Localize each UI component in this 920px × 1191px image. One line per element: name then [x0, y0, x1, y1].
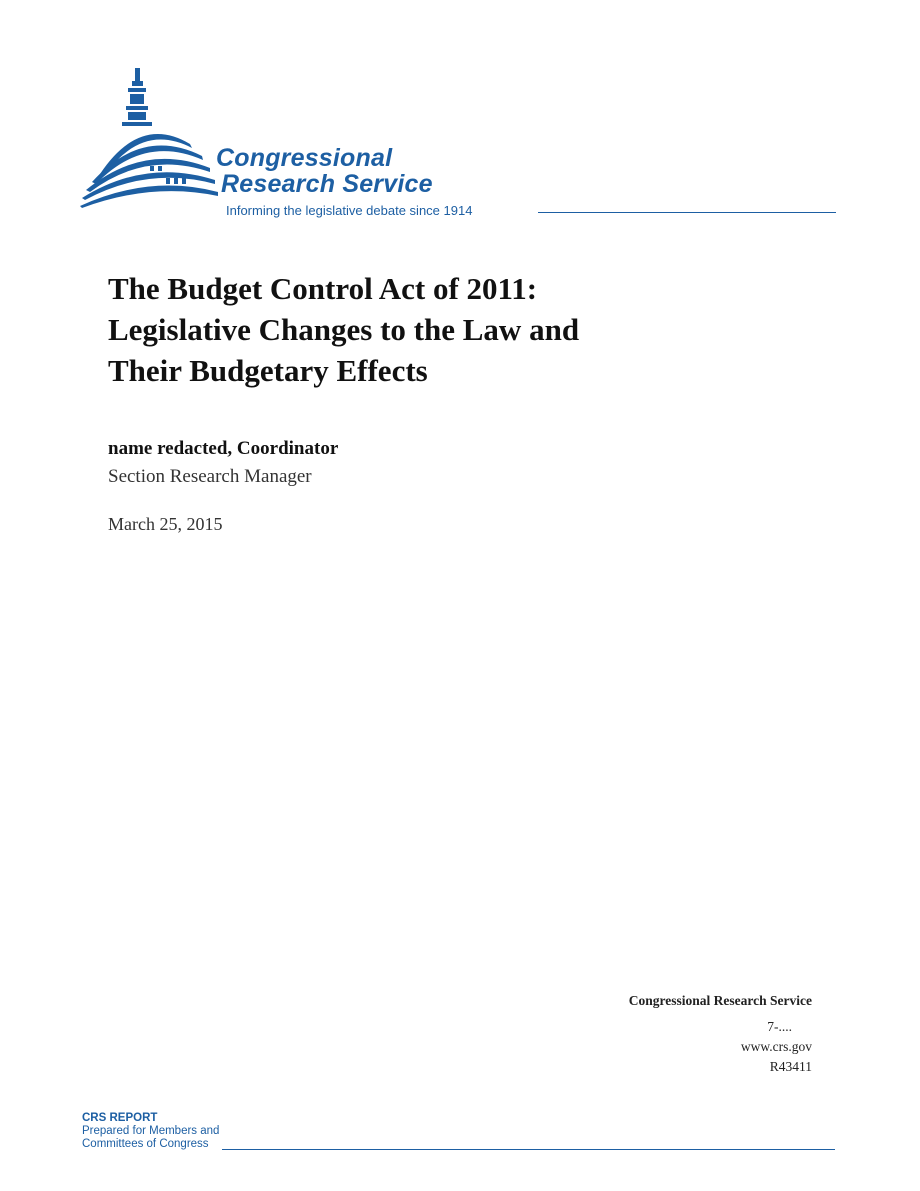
author-role: Section Research Manager [108, 466, 312, 487]
footer-line: Prepared for Members and [82, 1125, 220, 1137]
publisher-website[interactable]: www.crs.gov [740, 1039, 812, 1054]
report-title [108, 268, 728, 391]
footer-divider [222, 1149, 835, 1150]
title-line: Legislative Changes to the Law and [108, 312, 580, 347]
publisher-organization: Congressional Research Service [628, 993, 812, 1008]
publisher-phone: 7-.... [767, 1019, 792, 1034]
capitol-dome-icon [80, 64, 230, 224]
title-line: The Budget Control Act of 2011: [108, 271, 538, 306]
report-date: March 25, 2015 [108, 514, 223, 534]
footer-label: CRS REPORT [82, 1112, 158, 1124]
logo-tagline: Informing the legislative debate since 1914 [226, 203, 473, 218]
author-name: name redacted, Coordinator [108, 438, 339, 459]
logo-divider [538, 212, 836, 213]
logo-name-line1: Congressional [216, 144, 393, 172]
crs-logo [80, 64, 840, 224]
report-number: R43411 [769, 1059, 812, 1074]
publisher-block [629, 991, 812, 1077]
logo-name-line2: Research Service [221, 170, 433, 198]
footer-line: Committees of Congress [82, 1138, 209, 1150]
footer [82, 1112, 842, 1156]
title-line: Their Budgetary Effects [108, 353, 428, 388]
